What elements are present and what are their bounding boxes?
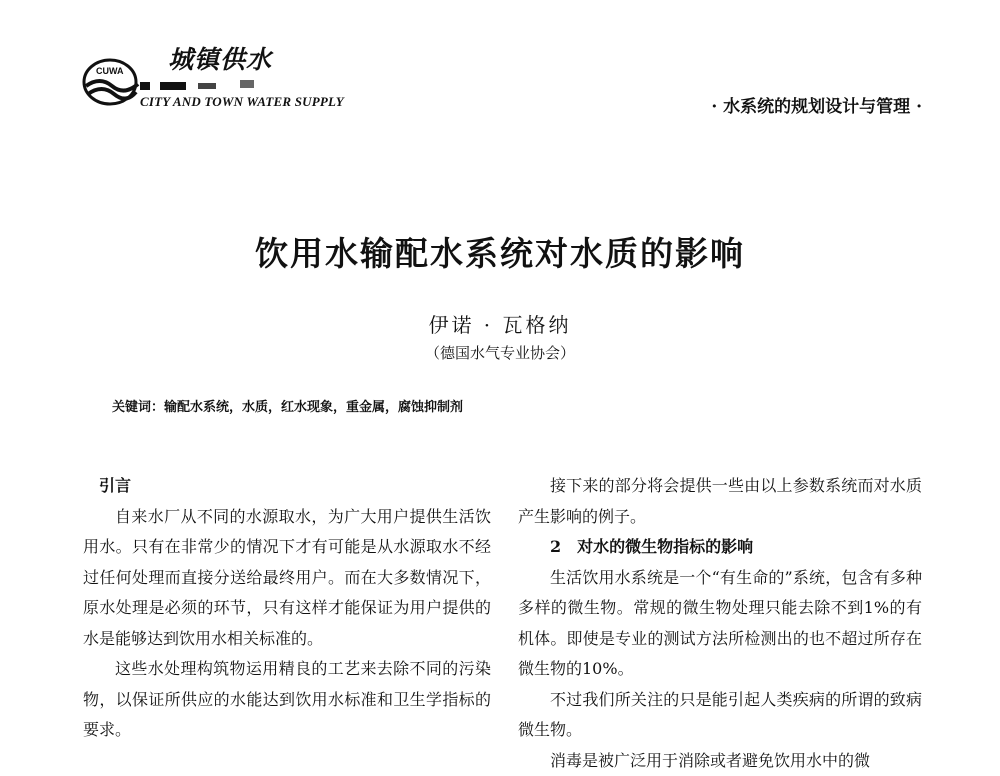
section-heading-intro: 引言 bbox=[83, 471, 491, 502]
author-affiliation: （德国水气专业协会） bbox=[0, 342, 1000, 363]
decorative-bars-icon bbox=[140, 80, 280, 92]
journal-header bbox=[0, 0, 1000, 130]
paragraph: 自来水厂从不同的水源取水，为广大用户提供生活饮用水。只有在非常少的情况下才有可能是从水源取水不经过任何处理而直接分送给最终用户。而在大多数情况下，原水处理是必须的环节，只有这样才能保证为用户提供的水是能够达到饮用水相关标准的。 bbox=[83, 502, 491, 655]
author-name: 伊诺 · 瓦格纳 bbox=[0, 309, 1000, 338]
left-column bbox=[83, 471, 491, 746]
article-title: 饮用水输配水系统对水质的影响 bbox=[0, 228, 1000, 275]
paragraph: 这些水处理构筑物运用精良的工艺来去除不同的污染物，以保证所供应的水能达到饮用水标准和卫生学指标的要求。 bbox=[83, 654, 491, 746]
paragraph: 消毒是被广泛用于消除或者避免饮用水中的微 bbox=[518, 746, 922, 776]
right-column bbox=[518, 471, 922, 776]
keywords: 关键词：输配水系统，水质，红水现象，重金属，腐蚀抑制剂 bbox=[112, 396, 463, 415]
logo-text: CUWA bbox=[96, 66, 124, 76]
paragraph: 不过我们所关注的只是能引起人类疾病的所谓的致病微生物。 bbox=[518, 685, 922, 746]
paragraph: 生活饮用水系统是一个“有生命的”系统，包含有多种多样的微生物。常规的微生物处理只能去除不到1%的有机体。即使是专业的测试方法所检测出的也不超过所存在微生物的10%。 bbox=[518, 563, 922, 685]
journal-logo-icon bbox=[82, 52, 142, 112]
journal-name-en: CITY AND TOWN WATER SUPPLY bbox=[140, 94, 344, 110]
paragraph: 接下来的部分将会提供一些由以上参数系统而对水质产生影响的例子。 bbox=[518, 471, 922, 532]
journal-name-cn: 城镇供水 bbox=[168, 40, 272, 76]
section-label: · 水系统的规划设计与管理 · bbox=[711, 92, 922, 117]
section-heading-microbial: 2 对水的微生物指标的影响 bbox=[518, 532, 922, 563]
